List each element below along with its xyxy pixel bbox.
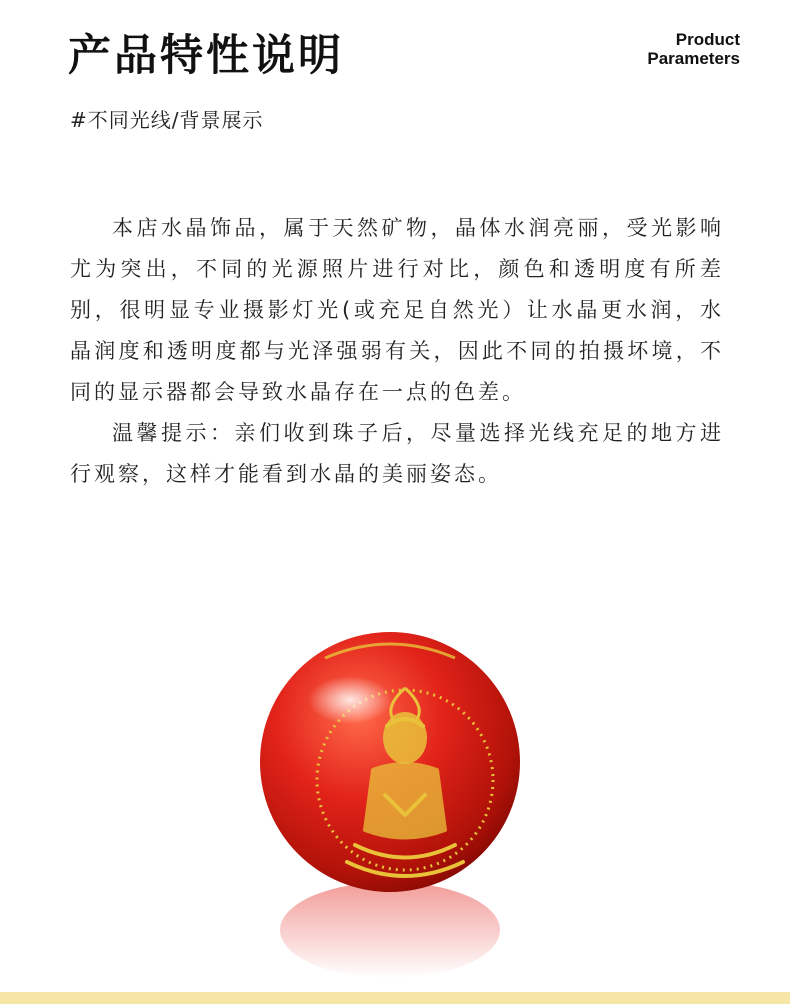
section-subtitle: #不同光线/背景展示: [70, 108, 264, 132]
english-title: [647, 30, 740, 68]
page-title: 产品特性说明: [68, 31, 344, 81]
description-text: [70, 208, 724, 495]
bottom-bar: [0, 992, 790, 1004]
product-image: [255, 630, 525, 980]
tip-paragraph: 温馨提示：亲们收到珠子后，尽量选择光线充足的地方进行观察，这样才能看到水晶的美丽姿态。: [70, 421, 724, 486]
english-title-line1: Product: [675, 30, 740, 49]
bead-reflection: [280, 882, 500, 978]
bead-illustration: [255, 630, 525, 980]
description-paragraph: 本店水晶饰品，属于天然矿物，晶体水润亮丽，受光影响尤为突出，不同的光源照片进行对比，颜色和透明度有所差别，很明显专业摄影灯光(或充足自然光）让水晶更水润，水晶润度和透明度都与光泽强弱有关，因此不同的拍摄坏境，不同的显示器都会导致水晶存在一点的色差。: [70, 216, 724, 404]
english-title-line2: Parameters: [647, 49, 740, 68]
bead-sphere: [260, 632, 520, 892]
bead-highlight: [308, 676, 392, 724]
